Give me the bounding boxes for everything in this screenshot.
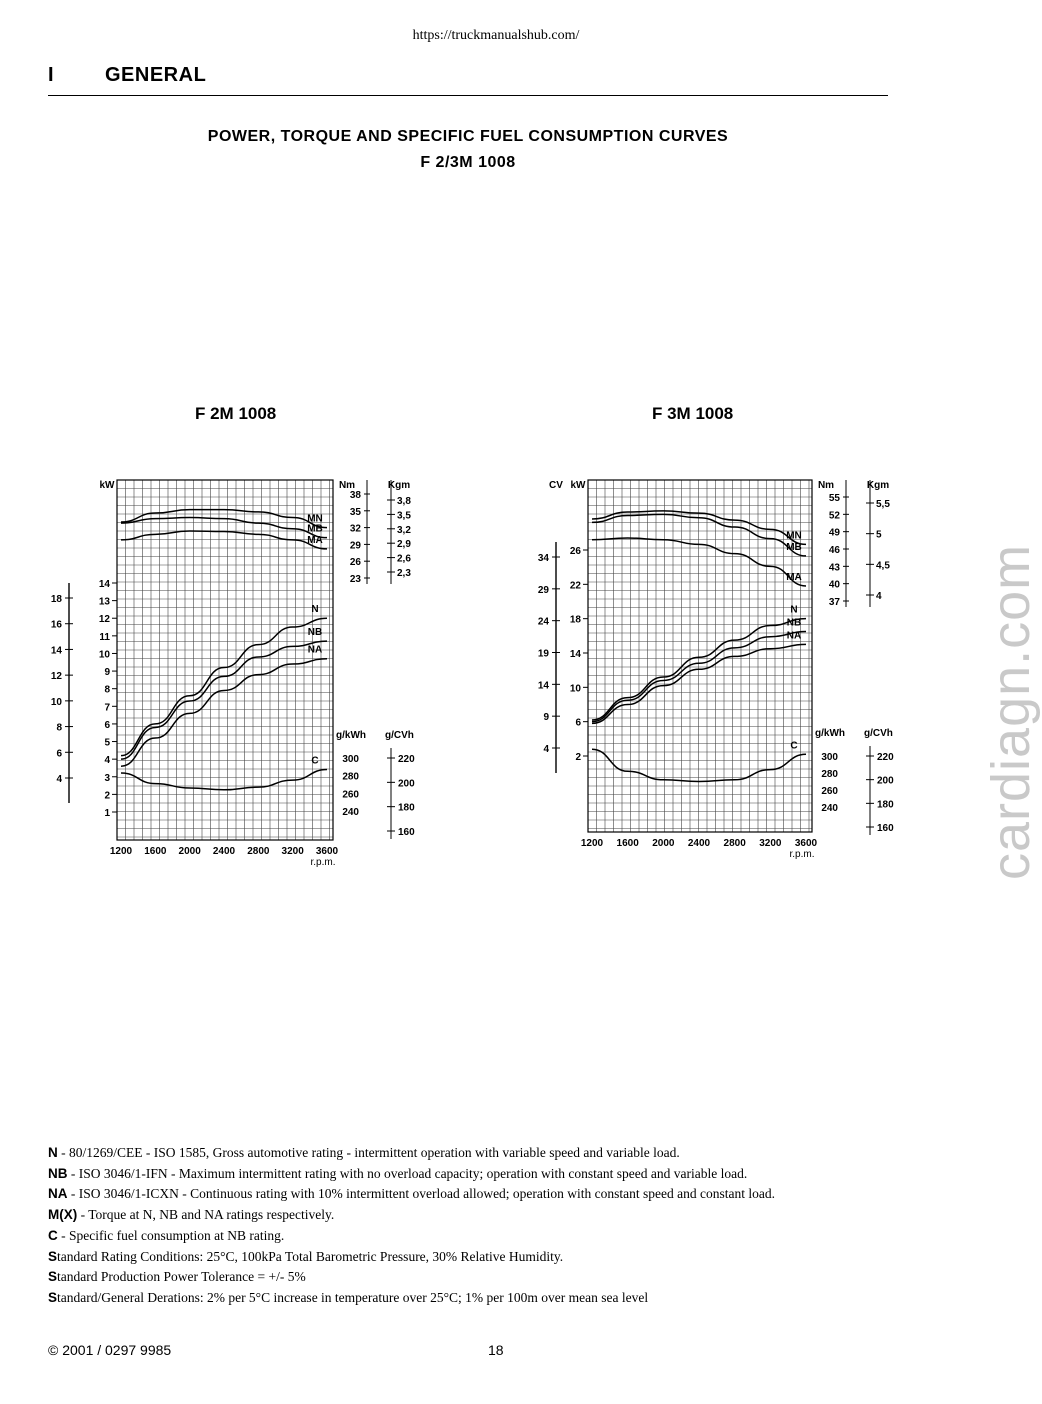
series-label-mn: MN: [307, 513, 323, 525]
nm-tick-label: 26: [349, 557, 361, 569]
section-number: I: [48, 64, 54, 86]
series-label-nb: NB: [307, 627, 323, 639]
kgm-tick-label: 5,5: [876, 499, 890, 510]
kw-tick-label: 8: [104, 684, 110, 696]
gkwh-tick-label: 300: [821, 752, 838, 763]
kgm-tick-label: 2,6: [397, 553, 411, 565]
kw-tick-label: 2: [104, 790, 110, 802]
x-tick-label: 1200: [109, 846, 133, 857]
chart-f3m-1008: [530, 470, 910, 870]
nm-tick-label: 43: [828, 562, 840, 574]
kw-tick-label: 22: [569, 580, 581, 592]
cv-tick-label: 8: [56, 722, 62, 734]
note-derations: Standard/General Derations: 2% per 5°C increase in temperature over 25°C; 1% per 100m over mean sea level: [48, 1289, 649, 1305]
kw-axis-label: kW: [99, 480, 115, 491]
kgm-tick-label: 5: [876, 529, 882, 541]
kw-tick-label: 10: [98, 649, 110, 661]
cv-tick-label: 12: [50, 671, 62, 683]
note-power-tolerance: Standard Production Power Tolerance = +/- 5%: [48, 1269, 306, 1285]
note-c: C - Specific fuel consumption at NB rating.: [48, 1227, 285, 1243]
cv-tick-label: 14: [50, 645, 62, 657]
kw-tick-label: 26: [569, 546, 581, 557]
cv-tick-label: 6: [56, 748, 62, 760]
series-label-mb: MB: [786, 541, 802, 553]
series-line-c: [121, 769, 327, 789]
kgm-axis-label: Kgm: [387, 480, 411, 491]
x-tick-label: 2000: [178, 846, 201, 857]
chart-title-f2m: F 2M 1008: [195, 404, 277, 423]
gcvh-axis-label: g/CVh: [385, 730, 414, 741]
gcvh-axis-label: g/CVh: [864, 728, 893, 739]
cv-tick-label: 18: [50, 594, 62, 605]
kgm-tick-label: 2,9: [397, 539, 411, 551]
x-tick-label: 2800: [723, 838, 746, 849]
nm-tick-label: 37: [828, 597, 840, 608]
x-tick-label: 1200: [580, 838, 604, 849]
series-label-n: N: [311, 604, 319, 616]
nm-tick-label: 32: [349, 523, 361, 535]
kw-tick-label: 18: [569, 614, 581, 626]
kw-tick-label: 14: [98, 579, 110, 590]
kw-tick-label: 1: [104, 808, 110, 819]
series-line-nb: [592, 632, 806, 722]
kw-tick-label: 10: [569, 683, 581, 695]
gkwh-tick-label: 260: [821, 786, 838, 797]
x-tick-label: 2400: [212, 846, 236, 857]
cv-tick-label: 19: [537, 648, 549, 660]
series-label-na: NA: [786, 630, 802, 642]
gkwh-tick-label: 280: [821, 769, 838, 780]
kgm-axis-label: Kgm: [866, 480, 890, 491]
page-number: 18: [488, 1342, 504, 1358]
cv-tick-label: 10: [50, 696, 62, 708]
gkwh-tick-label: 240: [342, 807, 359, 818]
page-subtitle: F 2/3M 1008: [420, 154, 516, 171]
series-label-c: C: [311, 755, 319, 767]
nm-tick-label: 29: [349, 540, 361, 552]
kw-tick-label: 11: [99, 631, 110, 643]
note-na: NA - ISO 3046/1-ICXN - Continuous rating with 10% intermittent overload allowed; operation with constant speed and constant load.: [48, 1186, 775, 1202]
gkwh-tick-label: 280: [342, 771, 359, 783]
cv-tick-label: 24: [537, 616, 549, 628]
nm-tick-label: 23: [349, 574, 361, 585]
cv-tick-label: 14: [537, 680, 549, 692]
gkwh-axis-label: g/kWh: [815, 728, 845, 739]
kw-tick-label: 14: [569, 649, 581, 660]
nm-tick-label: 55: [828, 493, 840, 504]
series-line-c: [592, 749, 806, 781]
nm-tick-label: 49: [828, 527, 840, 539]
copyright: © 2001 / 0297 9985: [48, 1342, 172, 1358]
gkwh-tick-label: 300: [342, 754, 359, 765]
kgm-tick-label: 3,2: [397, 524, 411, 536]
cv-tick-label: 16: [50, 619, 62, 631]
kw-tick-label: 5: [104, 737, 110, 749]
series-line-nb: [121, 641, 327, 759]
kw-tick-label: 2: [575, 752, 581, 763]
header-rule: [48, 95, 888, 96]
kw-tick-label: 6: [575, 717, 581, 729]
cv-axis-label: CV: [549, 480, 563, 491]
gkwh-tick-label: 260: [342, 789, 359, 801]
kw-axis-label: kW: [570, 480, 586, 491]
series-label-c: C: [790, 740, 798, 752]
series-label-ma: MA: [786, 571, 802, 583]
x-tick-label: 3200: [281, 846, 304, 857]
x-tick-label: 2400: [687, 838, 711, 849]
series-label-mn: MN: [786, 530, 802, 542]
note-nb: NB - ISO 3046/1-IFN - Maximum intermittent rating with no overload capacity; operation with constant speed and variable load.: [48, 1165, 748, 1181]
gcvh-tick-label: 160: [877, 823, 894, 834]
section-title: GENERAL: [105, 64, 207, 86]
gkwh-axis-label: g/kWh: [336, 730, 366, 741]
x-tick-label: 3200: [759, 838, 782, 849]
gcvh-tick-label: 220: [398, 754, 415, 765]
rating-notes: [48, 1143, 928, 1309]
nm-axis-label: Nm: [338, 480, 356, 491]
watermark-text: cardiagn.com: [981, 543, 1041, 880]
cv-tick-label: 4: [543, 744, 549, 755]
cv-tick-label: 34: [537, 553, 549, 564]
gcvh-tick-label: 200: [398, 778, 415, 790]
kw-tick-label: 3: [104, 772, 110, 784]
watermark: [885, 520, 1041, 880]
series-line-ma: [121, 531, 327, 549]
cv-tick-label: 29: [537, 584, 549, 596]
page-title: POWER, TORQUE AND SPECIFIC FUEL CONSUMPTION CURVES: [207, 128, 729, 145]
cv-tick-label: 4: [56, 774, 62, 785]
chart-title-f3m: F 3M 1008: [652, 404, 734, 423]
kgm-tick-label: 4: [876, 591, 882, 602]
cv-tick-label: 9: [543, 712, 549, 724]
series-label-mb: MB: [307, 523, 323, 535]
series-line-mb: [592, 514, 806, 556]
x-tick-label: 3600: [315, 846, 339, 857]
series-label-na: NA: [307, 644, 323, 656]
kgm-tick-label: 3,5: [397, 510, 411, 522]
kw-tick-label: 12: [98, 614, 110, 626]
nm-tick-label: 35: [349, 506, 361, 518]
kw-tick-label: 7: [104, 702, 110, 714]
grid-frame: [588, 480, 812, 832]
gkwh-tick-label: 240: [821, 803, 838, 814]
nm-tick-label: 52: [828, 510, 840, 522]
kw-tick-label: 9: [104, 667, 110, 679]
gcvh-tick-label: 220: [877, 752, 894, 763]
nm-tick-label: 38: [349, 490, 361, 501]
series-label-ma: MA: [307, 534, 323, 546]
kw-tick-label: 6: [104, 719, 110, 731]
series-label-nb: NB: [786, 617, 802, 629]
x-axis-label: r.p.m.: [310, 857, 336, 868]
x-axis-label: r.p.m.: [789, 849, 815, 860]
kw-tick-label: 13: [98, 596, 110, 608]
gcvh-tick-label: 180: [398, 802, 415, 814]
note-mx: M(X) - Torque at N, NB and NA ratings respectively.: [48, 1207, 335, 1223]
note-n: N - 80/1269/CEE - ISO 1585, Gross automotive rating - intermittent operation with variable speed and variable load.: [48, 1145, 680, 1160]
x-tick-label: 2800: [247, 846, 270, 857]
kgm-tick-label: 4,5: [876, 560, 890, 572]
x-tick-label: 2000: [652, 838, 675, 849]
nm-tick-label: 40: [828, 579, 840, 591]
gcvh-tick-label: 180: [877, 799, 894, 811]
nm-tick-label: 46: [828, 545, 840, 556]
gcvh-tick-label: 160: [398, 827, 415, 838]
x-tick-label: 1600: [144, 846, 167, 857]
series-label-n: N: [790, 604, 798, 616]
x-tick-label: 3600: [794, 838, 818, 849]
kgm-tick-label: 3,8: [397, 496, 411, 507]
nm-axis-label: Nm: [817, 480, 835, 491]
series-line-na: [121, 659, 327, 766]
note-rating-conditions: Standard Rating Conditions: 25°C, 100kPa Total Barometric Pressure, 30% Relative Humidity.: [48, 1248, 564, 1264]
series-line-ma: [592, 538, 806, 586]
x-tick-label: 1600: [616, 838, 639, 849]
source-url[interactable]: https://truckmanualshub.com/: [412, 28, 580, 43]
gcvh-tick-label: 200: [877, 775, 894, 787]
kw-tick-label: 4: [104, 755, 110, 767]
chart-f2m-1008: [40, 470, 420, 870]
kgm-tick-label: 2,3: [397, 568, 411, 579]
